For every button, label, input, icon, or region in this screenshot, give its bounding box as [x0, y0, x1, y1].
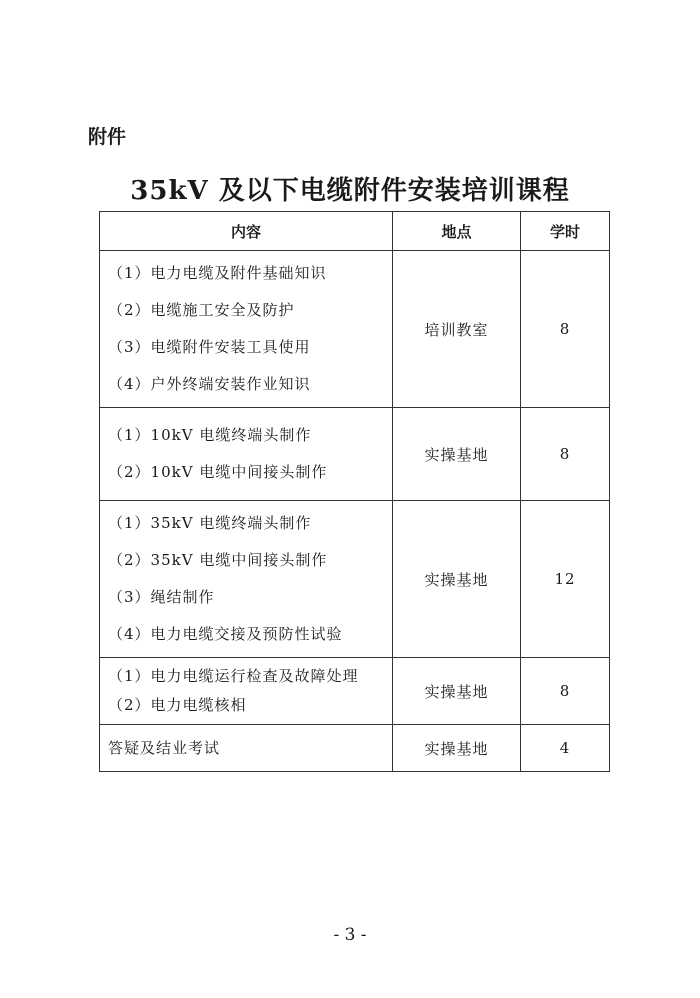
table-row — [100, 251, 610, 408]
place-cell: 实操基地 — [393, 408, 521, 501]
header-place: 地点 — [393, 212, 521, 251]
hours-cell: 8 — [521, 658, 610, 725]
table-header-row — [100, 212, 610, 251]
content-cell — [100, 501, 393, 658]
content-cell — [100, 408, 393, 501]
content-item: （1）10kV 电缆终端头制作 — [108, 426, 312, 444]
content-item: （1）电力电缆运行检查及故障处理 — [108, 667, 359, 685]
content-item: （2）35kV 电缆中间接头制作 — [108, 551, 328, 569]
hours-cell: 8 — [521, 408, 610, 501]
page-number: - 3 - — [333, 925, 367, 945]
content-cell — [100, 251, 393, 408]
content-item: （4）户外终端安装作业知识 — [108, 375, 311, 393]
content-item: （1）电力电缆及附件基础知识 — [108, 264, 327, 282]
place-cell: 培训教室 — [393, 251, 521, 408]
attachment-label: 附件 — [88, 126, 127, 148]
hours-cell: 8 — [521, 251, 610, 408]
place-cell: 实操基地 — [393, 501, 521, 658]
course-table — [99, 211, 610, 772]
content-cell — [100, 725, 393, 772]
page-title: 35kV 及以下电缆附件安装培训课程 — [130, 176, 570, 206]
content-item: 答疑及结业考试 — [108, 738, 221, 757]
content-item: （2）10kV 电缆中间接头制作 — [108, 463, 328, 481]
header-hours: 学时 — [521, 212, 610, 251]
content-item: （2）电力电缆核相 — [108, 696, 247, 714]
content-item: （3）绳结制作 — [108, 588, 215, 606]
table-row — [100, 501, 610, 658]
hours-cell: 4 — [521, 725, 610, 772]
content-item: （2）电缆施工安全及防护 — [108, 301, 295, 319]
content-item: （4）电力电缆交接及预防性试验 — [108, 625, 343, 643]
header-content: 内容 — [100, 212, 393, 251]
table-row — [100, 658, 610, 725]
place-cell: 实操基地 — [393, 725, 521, 772]
table-row — [100, 725, 610, 772]
table-row — [100, 408, 610, 501]
content-item: （3）电缆附件安装工具使用 — [108, 338, 311, 356]
place-cell: 实操基地 — [393, 658, 521, 725]
hours-cell: 12 — [521, 501, 610, 658]
content-item: （1）35kV 电缆终端头制作 — [108, 514, 312, 532]
content-cell — [100, 658, 393, 725]
